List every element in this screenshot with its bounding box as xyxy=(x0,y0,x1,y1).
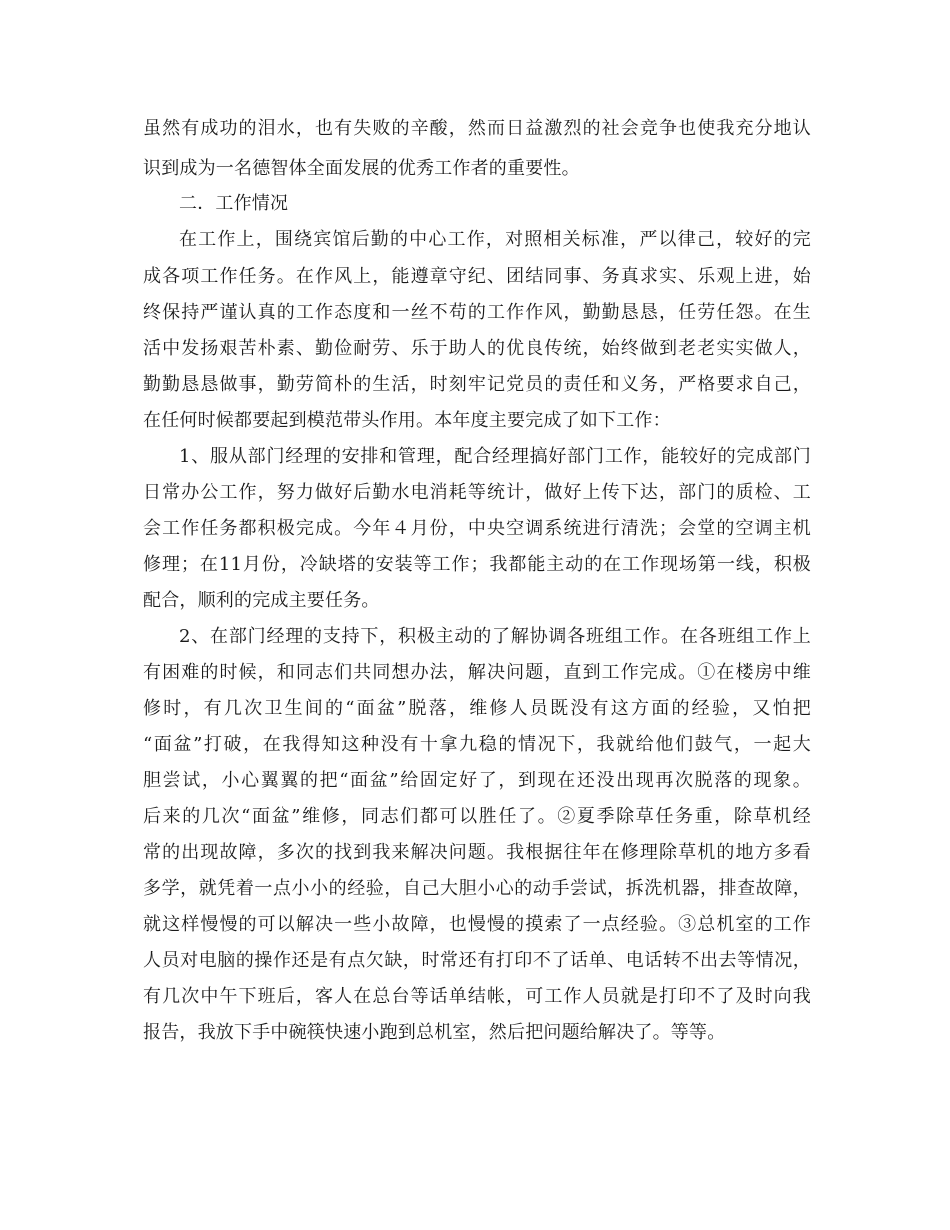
text-line: 日常办公工作，努力做好后勤水电消耗等统计，做好上传下达，部门的质检、工 xyxy=(143,482,811,503)
text-line: 识到成为一名德智体全面发展的优秀工作者的重要性。 xyxy=(143,158,580,179)
text-line: 多学，就凭着一点小小的经验，自己大胆小心的动手尝试，拆洗机器，排查故障， xyxy=(143,878,811,899)
text-line: 活中发扬艰苦朴素、勤俭耐劳、乐于助人的优良传统，始终做到老老实实做人， xyxy=(143,338,811,359)
text-line: 胆尝试，小心翼翼的把“面盆”给固定好了，到现在还没出现再次脱落的现象。 xyxy=(143,770,811,791)
text-line: 就这样慢慢的可以解决一些小故障，也慢慢的摸索了一点经验。③总机室的工作 xyxy=(143,914,811,935)
text-line: 配合，顺利的完成主要任务。 xyxy=(143,590,380,611)
text-line: 修时，有几次卫生间的“面盆”脱落，维修人员既没有这方面的经验，又怕把 xyxy=(143,698,811,719)
text-line: 报告，我放下手中碗筷快速小跑到总机室，然后把问题给解决了。等等。 xyxy=(143,1022,726,1043)
text-line: 终保持严谨认真的工作态度和一丝不苟的工作作风，勤勤恳恳，任劳任怨。在生 xyxy=(143,302,811,323)
text-line: 有困难的时候，和同志们共同想办法，解决问题，直到工作完成。①在楼房中维 xyxy=(143,662,811,683)
text-line: 后来的几次“面盆”维修，同志们都可以胜任了。②夏季除草任务重，除草机经 xyxy=(143,806,811,827)
text-line: 成各项工作任务。在作风上，能遵章守纪、团结同事、务真求实、乐观上进，始 xyxy=(143,266,811,287)
text-line: “面盆”打破，在我得知这种没有十拿九稳的情况下，我就给他们鼓气，一起大 xyxy=(143,734,811,755)
text-line: 人员对电脑的操作还是有点欠缺，时常还有打印不了话单、电话转不出去等情况， xyxy=(143,950,811,971)
text-line: 常的出现故障，多次的找到我来解决问题。我根据往年在修理除草机的地方多看 xyxy=(143,842,811,863)
text-line: 会工作任务都积极完成。今年４月份，中央空调系统进行清洗；会堂的空调主机 xyxy=(143,518,811,539)
text-line: 在工作上，围绕宾馆后勤的中心工作，对照相关标准，严以律己，较好的完 xyxy=(179,229,811,250)
list-item-line: 2、在部门经理的支持下，积极主动的了解协调各班组工作。在各班组工作上 xyxy=(179,626,811,647)
text-line: 虽然有成功的泪水，也有失败的辛酸，然而日益激烈的社会竞争也使我充分地认 xyxy=(143,118,811,139)
list-item-line: 1、服从部门经理的安排和管理，配合经理搞好部门工作，能较好的完成部门 xyxy=(179,446,811,467)
text-line: 修理；在11月份，冷缺塔的安装等工作；我都能主动的在工作现场第一线，积极 xyxy=(143,554,811,575)
text-line: 勤勤恳恳做事，勤劳简朴的生活，时刻牢记党员的责任和义务，严格要求自己， xyxy=(143,374,811,395)
text-line: 有几次中午下班后，客人在总台等话单结帐，可工作人员就是打印不了及时向我 xyxy=(143,986,811,1007)
section-heading: 二．工作情况 xyxy=(179,193,289,214)
text-line: 在任何时候都要起到模范带头作用。本年度主要完成了如下工作： xyxy=(143,410,671,431)
